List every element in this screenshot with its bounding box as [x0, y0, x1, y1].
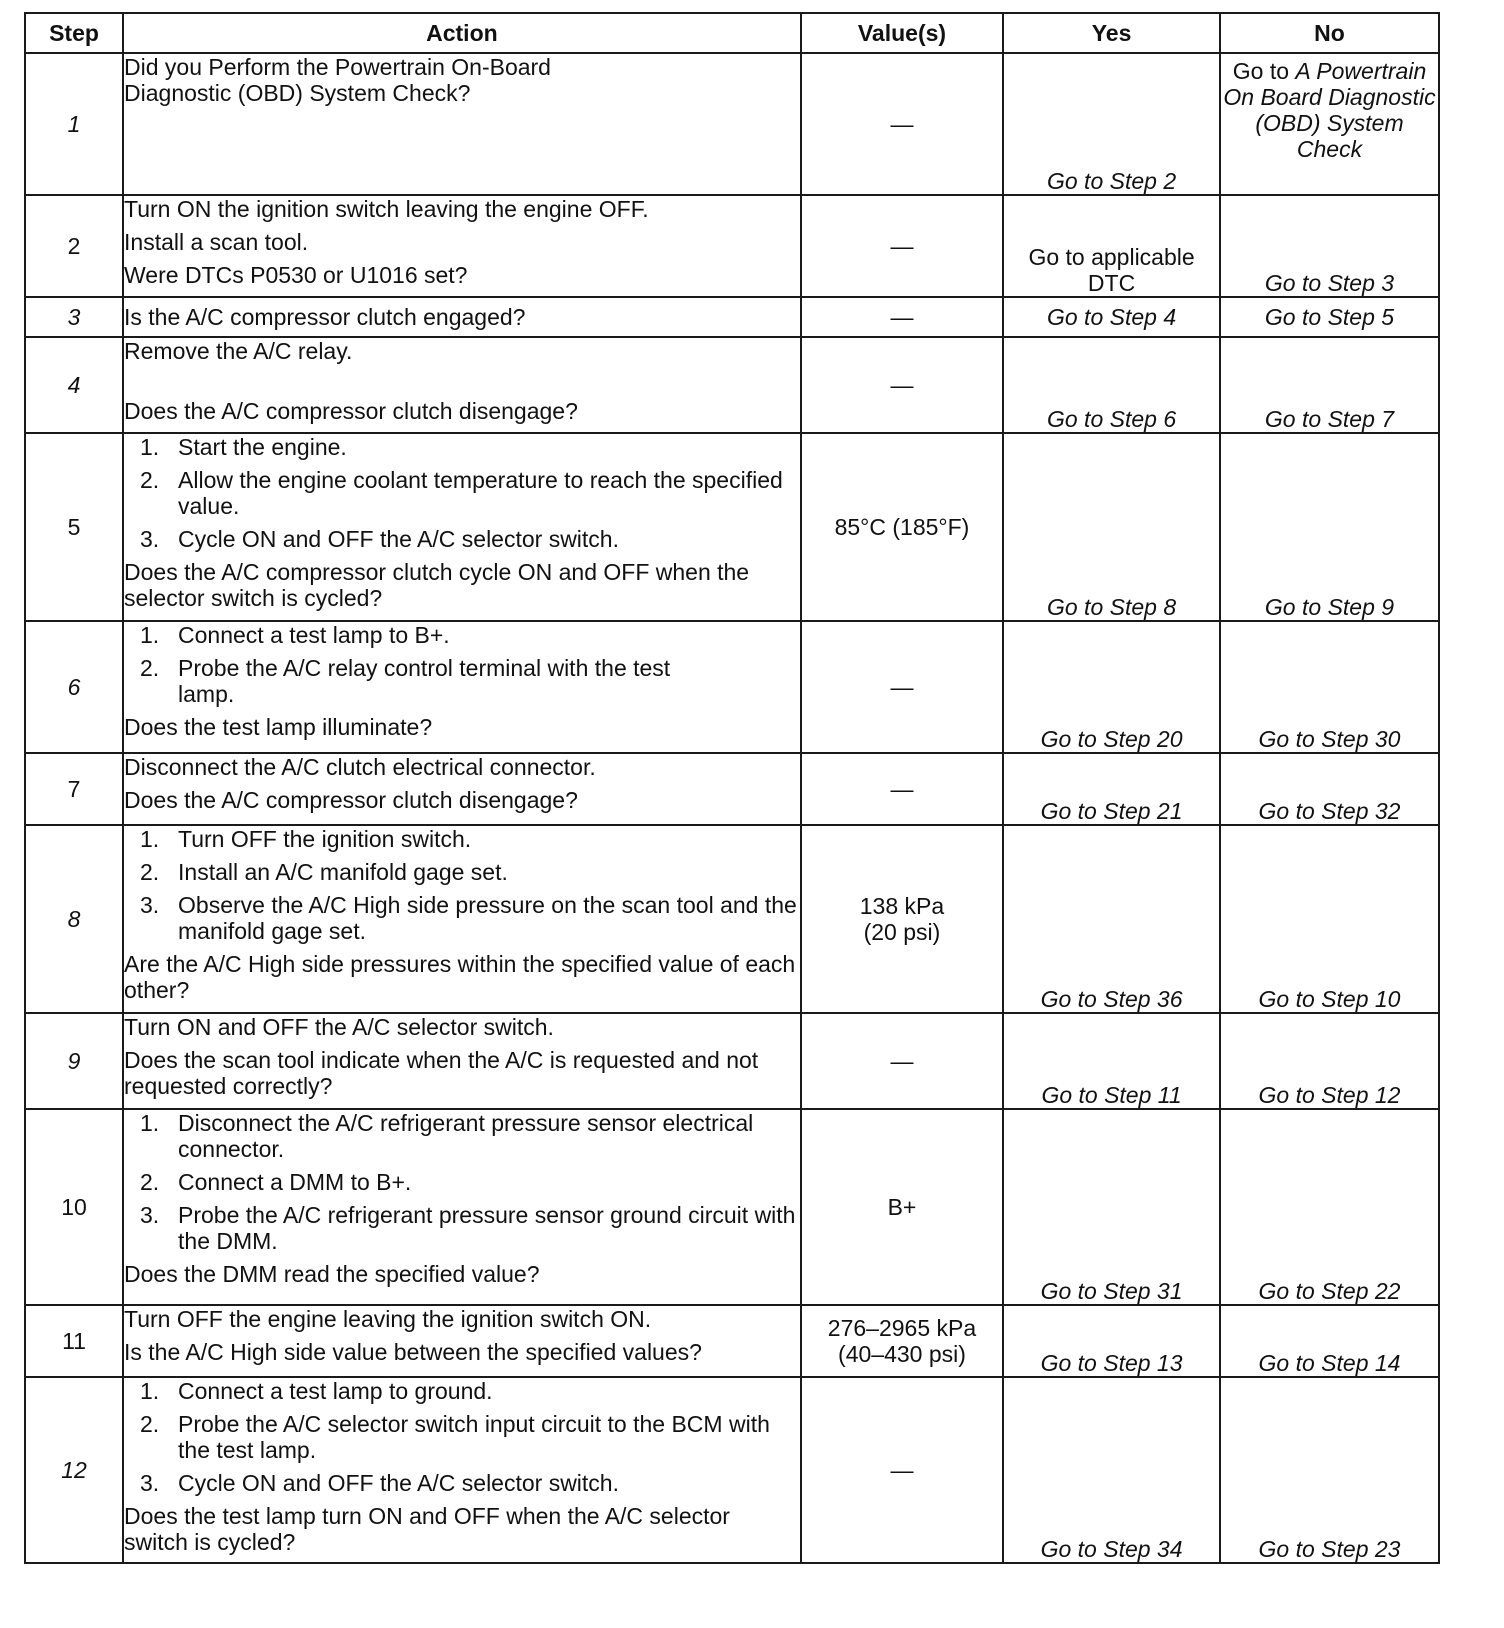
action-steps: [124, 826, 800, 944]
action-cell: [123, 433, 801, 621]
action-question: Does the test lamp turn ON and OFF when the A/C selector switch is cycled?: [124, 1503, 730, 1555]
action-text: Disconnect the A/C clutch electrical connector.: [124, 754, 596, 780]
table-row: [25, 1377, 1439, 1563]
header-values: Value(s): [801, 13, 1003, 53]
yes-cell: Go to Step 31: [1003, 1109, 1220, 1305]
value-cell: 138 kPa (20 psi): [801, 825, 1003, 1013]
step-number: 2: [25, 195, 123, 297]
no-cell: Go to Step 14: [1220, 1305, 1439, 1377]
action-text: Install a scan tool.: [124, 229, 309, 255]
value-cell: —: [801, 621, 1003, 753]
step-number: 4: [25, 337, 123, 433]
table-row: [25, 1013, 1439, 1109]
action-steps: [124, 622, 800, 707]
action-question: Does the test lamp illuminate?: [124, 714, 433, 740]
value-cell: B+: [801, 1109, 1003, 1305]
yes-cell: Go to Step 34: [1003, 1377, 1220, 1563]
yes-cell: Go to Step 4: [1003, 297, 1220, 337]
action-step: 3. Cycle ON and OFF the A/C selector switch.: [140, 526, 619, 552]
yes-cell: Go to Step 36: [1003, 825, 1220, 1013]
action-question: Does the A/C compressor clutch disengage?: [124, 398, 578, 424]
action-step: 3. Observe the A/C High side pressure on the scan tool and the manifold gage set.: [140, 892, 797, 944]
action-cell: [123, 753, 801, 825]
step-number: 7: [25, 753, 123, 825]
table-row: [25, 297, 1439, 337]
value-cell: —: [801, 753, 1003, 825]
action-cell: [123, 1377, 801, 1563]
action-question: Is the A/C High side value between the specified values?: [124, 1339, 702, 1365]
no-prefix: Go to: [1232, 58, 1296, 84]
no-cell: [1220, 53, 1439, 195]
yes-cell: Go to Step 13: [1003, 1305, 1220, 1377]
table-row: [25, 1109, 1439, 1305]
table-row: [25, 621, 1439, 753]
action-question: Does the DMM read the specified value?: [124, 1261, 540, 1287]
action-step: 3. Probe the A/C refrigerant pressure sensor ground circuit with the DMM.: [140, 1202, 796, 1254]
no-cell: Go to Step 7: [1220, 337, 1439, 433]
no-cell: Go to Step 23: [1220, 1377, 1439, 1563]
table-row: [25, 53, 1439, 195]
yes-cell: Go to Step 21: [1003, 753, 1220, 825]
yes-cell: Go to Step 20: [1003, 621, 1220, 753]
action-step: 1. Connect a test lamp to ground.: [140, 1378, 493, 1404]
action-step: 1. Turn OFF the ignition switch.: [140, 826, 472, 852]
action-text: Turn ON and OFF the A/C selector switch.: [124, 1014, 554, 1040]
step-number: 8: [25, 825, 123, 1013]
yes-cell: Go to Step 2: [1003, 53, 1220, 195]
action-step: 2. Probe the A/C relay control terminal with the test lamp.: [140, 655, 671, 707]
value-cell: —: [801, 337, 1003, 433]
action-cell: [123, 53, 801, 195]
no-cell: Go to Step 30: [1220, 621, 1439, 753]
no-cell: Go to Step 9: [1220, 433, 1439, 621]
no-cell: Go to Step 3: [1220, 195, 1439, 297]
table-row: [25, 337, 1439, 433]
value-cell: 85°C (185°F): [801, 433, 1003, 621]
table-row: [25, 753, 1439, 825]
action-cell: [123, 1305, 801, 1377]
yes-cell: Go to Step 11: [1003, 1013, 1220, 1109]
yes-cell: Go to applicable DTC: [1003, 195, 1220, 297]
action-step: 3. Cycle ON and OFF the A/C selector switch.: [140, 1470, 619, 1496]
action-step: 1. Disconnect the A/C refrigerant pressure sensor electrical connector.: [140, 1110, 754, 1162]
no-cell: Go to Step 10: [1220, 825, 1439, 1013]
diagnostic-table: [24, 12, 1440, 1564]
action-cell: [123, 1109, 801, 1305]
action-question: Are the A/C High side pressures within the specified value of each other?: [124, 951, 796, 1003]
step-number: 3: [25, 297, 123, 337]
header-yes: Yes: [1003, 13, 1220, 53]
action-step: 2. Install an A/C manifold gage set.: [140, 859, 508, 885]
table-row: [25, 433, 1439, 621]
action-cell: [123, 825, 801, 1013]
action-question: Is the A/C compressor clutch engaged?: [124, 304, 526, 330]
value-cell: 276–2965 kPa (40–430 psi): [801, 1305, 1003, 1377]
header-step: Step: [25, 13, 123, 53]
action-question: Does the A/C compressor clutch cycle ON and OFF when the selector switch is cycled?: [124, 559, 750, 611]
action-step: 2. Allow the engine coolant temperature to reach the specified value.: [140, 467, 783, 519]
yes-cell: Go to Step 6: [1003, 337, 1220, 433]
action-text: Did you Perform the Powertrain On-Board Diagnostic (OBD) System Check?: [124, 54, 551, 106]
no-cell: Go to Step 12: [1220, 1013, 1439, 1109]
yes-cell: Go to Step 8: [1003, 433, 1220, 621]
action-cell: [123, 195, 801, 297]
value-cell: —: [801, 1013, 1003, 1109]
table-row: [25, 195, 1439, 297]
no-cell: Go to Step 32: [1220, 753, 1439, 825]
step-number: 1: [25, 53, 123, 195]
action-steps: [124, 434, 800, 552]
value-cell: —: [801, 1377, 1003, 1563]
no-target: A Powertrain On Board Diagnostic (OBD) System Check: [1223, 58, 1436, 162]
header-no: No: [1220, 13, 1439, 53]
action-cell: [123, 1013, 801, 1109]
action-question: Does the scan tool indicate when the A/C is requested and not requested correctly?: [124, 1047, 759, 1099]
header-action: Action: [123, 13, 801, 53]
step-number: 11: [25, 1305, 123, 1377]
action-text: Remove the A/C relay.: [124, 338, 353, 364]
action-cell: [123, 297, 801, 337]
action-steps: [124, 1378, 800, 1496]
action-text: Turn OFF the engine leaving the ignition switch ON.: [124, 1306, 652, 1332]
action-question: Does the A/C compressor clutch disengage?: [124, 787, 578, 813]
diagnostic-table-sheet: [24, 12, 1440, 1564]
value-cell: —: [801, 195, 1003, 297]
action-cell: [123, 337, 801, 433]
value-cell: —: [801, 297, 1003, 337]
action-question: Were DTCs P0530 or U1016 set?: [124, 262, 468, 288]
action-text: Turn ON the ignition switch leaving the engine OFF.: [124, 196, 649, 222]
action-steps: [124, 1110, 800, 1254]
step-number: 6: [25, 621, 123, 753]
header-row: [25, 13, 1439, 53]
step-number: 10: [25, 1109, 123, 1305]
step-number: 9: [25, 1013, 123, 1109]
step-number: 5: [25, 433, 123, 621]
action-step: 1. Start the engine.: [140, 434, 347, 460]
value-cell: —: [801, 53, 1003, 195]
action-cell: [123, 621, 801, 753]
table-row: [25, 1305, 1439, 1377]
action-step: 2. Probe the A/C selector switch input circuit to the BCM with the test lamp.: [140, 1411, 770, 1463]
action-step: 2. Connect a DMM to B+.: [140, 1169, 412, 1195]
action-step: 1. Connect a test lamp to B+.: [140, 622, 450, 648]
step-number: 12: [25, 1377, 123, 1563]
table-row: [25, 825, 1439, 1013]
no-cell: Go to Step 5: [1220, 297, 1439, 337]
no-cell: Go to Step 22: [1220, 1109, 1439, 1305]
